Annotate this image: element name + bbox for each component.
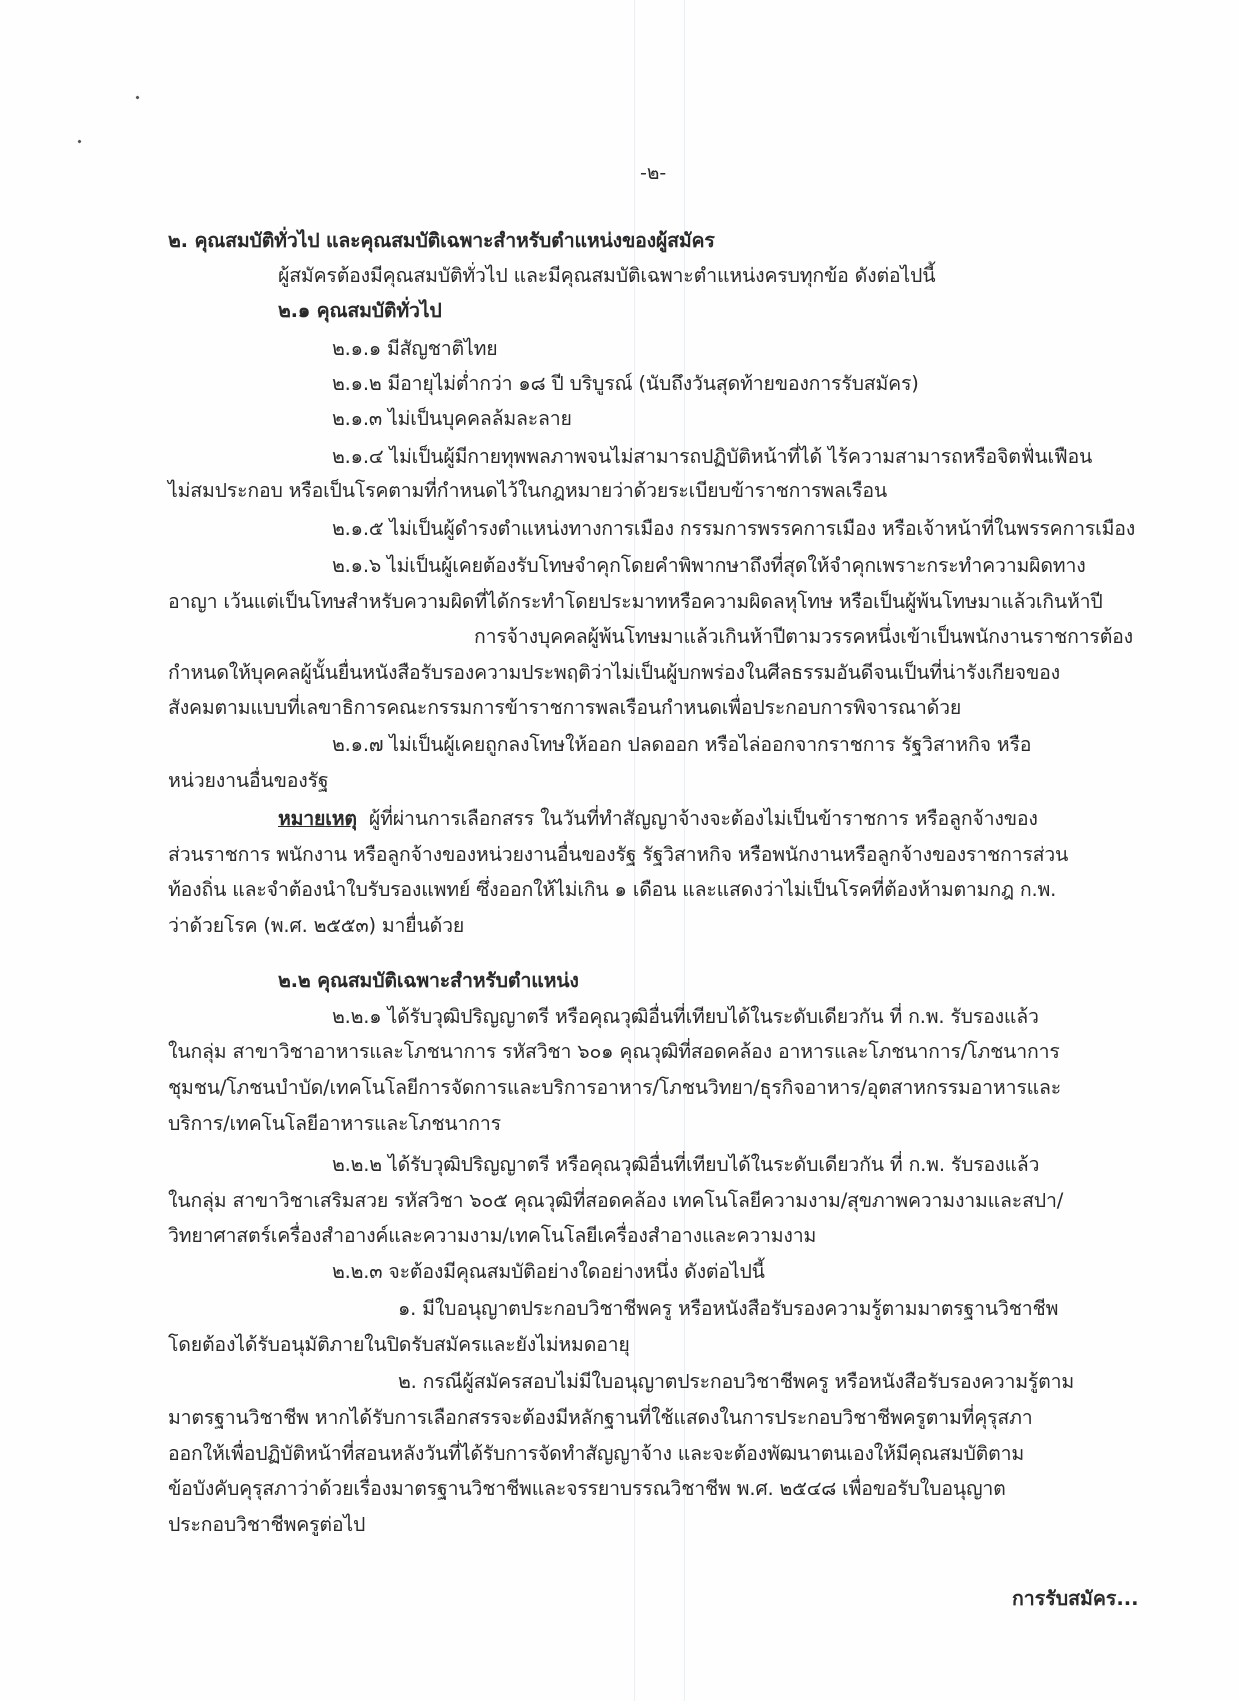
specific-item-2-2-1: ๒.๒.๑ ได้รับวุฒิปริญญาตรี หรือคุณวุฒิอื่นที่เทียบได้ในระดับเดียวกัน ที่ ก.พ. รับรองแล้ว bbox=[332, 1005, 1039, 1028]
note-text-cont: ว่าด้วยโรค (พ.ศ. ๒๕๕๓) มายื่นด้วย bbox=[168, 914, 465, 937]
general-item-2-1-4: ๒.๑.๔ ไม่เป็นผู้มีกายทุพพลภาพจนไม่สามารถปฏิบัติหน้าที่ได้ ไร้ความสามารถหรือจิตฟั่นเฟือน bbox=[332, 445, 1093, 468]
note-text-cont: ท้องถิ่น และจำต้องนำใบรับรองแพทย์ ซึ่งออกให้ไม่เกิน ๑ เดือน และแสดงว่าไม่เป็นโรคที่ต้องห้ามตามกฎ ก.พ. bbox=[168, 878, 1057, 901]
general-item-2-1-6-cont: อาญา เว้นแต่เป็นโทษสำหรับความผิดที่ได้กระทำโดยประมาทหรือความผิดลหุโทษ หรือเป็นผู้พ้นโทษมาแล้วเกินห้าปี bbox=[168, 590, 1103, 613]
continuation-marker: การรับสมัคร... bbox=[1012, 1587, 1139, 1610]
page-number: -๒- bbox=[640, 162, 667, 184]
general-item-2-1-4-cont: ไม่สมประกอบ หรือเป็นโรคตามที่กำหนดไว้ในกฎหมายว่าด้วยระเบียบข้าราชการพลเรือน bbox=[168, 479, 888, 502]
section-heading: ๒. คุณสมบัติทั่วไป และคุณสมบัติเฉพาะสำหรับตำแหน่งของผู้สมัคร bbox=[168, 229, 715, 252]
general-item-2-1-7: ๒.๑.๗ ไม่เป็นผู้เคยถูกลงโทษให้ออก ปลดออก หรือไล่ออกจากราชการ รัฐวิสาหกิจ หรือ bbox=[332, 733, 1032, 756]
note-text-cont: ส่วนราชการ พนักงาน หรือลูกจ้างของหน่วยงานอื่นของรัฐ รัฐวิสาหกิจ หรือพนักงานหรือลูกจ้างของราชการส่วน bbox=[168, 843, 1069, 866]
general-item-2-1-5: ๒.๑.๕ ไม่เป็นผู้ดำรงตำแหน่งทางการเมือง กรรมการพรรคการเมือง หรือเจ้าหน้าที่ในพรรคการเมือง bbox=[332, 517, 1136, 540]
subsection-heading-specific: ๒.๒ คุณสมบัติเฉพาะสำหรับตำแหน่ง bbox=[278, 969, 579, 992]
option-1-cont: โดยต้องได้รับอนุมัติภายในปิดรับสมัครและยังไม่หมดอายุ bbox=[168, 1333, 630, 1356]
general-item-2-1-1: ๒.๑.๑ มีสัญชาติไทย bbox=[332, 337, 498, 360]
specific-item-2-2-2: ๒.๒.๒ ได้รับวุฒิปริญญาตรี หรือคุณวุฒิอื่นที่เทียบได้ในระดับเดียวกัน ที่ ก.พ. รับรองแล้ว bbox=[332, 1153, 1040, 1176]
option-2-cont: ออกให้เพื่อปฏิบัติหน้าที่สอนหลังวันที่ได้รับการจัดทำสัญญาจ้าง และจะต้องพัฒนาตนเองให้มีคุณสมบัติตาม bbox=[168, 1442, 1025, 1465]
option-2-cont: ข้อบังคับคุรุสภาว่าด้วยเรื่องมาตรฐานวิชาชีพและจรรยาบรรณวิชาชีพ พ.ศ. ๒๕๔๘ เพื่อขอรับใบอนุญาต bbox=[168, 1477, 1006, 1500]
specific-item-2-2-1-cont: บริการ/เทคโนโลยีอาหารและโภชนาการ bbox=[168, 1112, 501, 1135]
scan-speck bbox=[77, 139, 81, 143]
option-2-cont: ประกอบวิชาชีพครูต่อไป bbox=[168, 1513, 366, 1536]
note-label: หมายเหตุ bbox=[278, 807, 357, 830]
option-1: ๑. มีใบอนุญาตประกอบวิชาชีพครู หรือหนังสือรับรองความรู้ตามมาตรฐานวิชาชีพ bbox=[398, 1297, 1059, 1320]
general-item-2-1-7-cont: หน่วยงานอื่นของรัฐ bbox=[168, 769, 329, 792]
section-intro: ผู้สมัครต้องมีคุณสมบัติทั่วไป และมีคุณสมบัติเฉพาะตำแหน่งครบทุกข้อ ดังต่อไปนี้ bbox=[278, 264, 936, 287]
specific-item-2-2-2-cont: ในกลุ่ม สาขาวิชาเสริมสวย รหัสวิชา ๖๐๕ คุณวุฒิที่สอดคล้อง เทคโนโลยีความงาม/สุขภาพความงามและสปา/ bbox=[168, 1189, 1064, 1212]
general-item-2-1-6: ๒.๑.๖ ไม่เป็นผู้เคยต้องรับโทษจำคุกโดยคำพิพากษาถึงที่สุดให้จำคุกเพราะกระทำความผิดทาง bbox=[332, 554, 1086, 577]
general-item-2-1-6-cont: สังคมตามแบบที่เลขาธิการคณะกรรมการข้าราชการพลเรือนกำหนดเพื่อประกอบการพิจารณาด้วย bbox=[168, 696, 962, 719]
general-item-2-1-3: ๒.๑.๓ ไม่เป็นบุคคลล้มละลาย bbox=[332, 407, 572, 430]
specific-item-2-2-1-cont: ในกลุ่ม สาขาวิชาอาหารและโภชนาการ รหัสวิชา ๖๐๑ คุณวุฒิที่สอดคล้อง อาหารและโภชนาการ/โภชนาการ bbox=[168, 1040, 1060, 1063]
specific-item-2-2-3: ๒.๒.๓ จะต้องมีคุณสมบัติอย่างใดอย่างหนึ่ง ดังต่อไปนี้ bbox=[332, 1260, 765, 1283]
note-paragraph bbox=[278, 805, 1038, 833]
option-2-cont: มาตรฐานวิชาชีพ หากได้รับการเลือกสรรจะต้องมีหลักฐานที่ใช้แสดงในการประกอบวิชาชีพครูตามที่คุรุสภา bbox=[168, 1406, 1033, 1429]
specific-item-2-2-1-cont: ชุมชน/โภชนบำบัด/เทคโนโลยีการจัดการและบริการอาหาร/โภชนวิทยา/ธุรกิจอาหาร/อุตสาหกรรมอาหารและ bbox=[168, 1076, 1061, 1099]
option-2: ๒. กรณีผู้สมัครสอบไม่มีใบอนุญาตประกอบวิชาชีพครู หรือหนังสือรับรองความรู้ตาม bbox=[398, 1370, 1075, 1393]
general-item-2-1-2: ๒.๑.๒ มีอายุไม่ต่ำกว่า ๑๘ ปี บริบูรณ์ (นับถึงวันสุดท้ายของการรับสมัคร) bbox=[332, 372, 919, 395]
subsection-heading-general: ๒.๑ คุณสมบัติทั่วไป bbox=[278, 299, 442, 322]
specific-item-2-2-2-cont: วิทยาศาสตร์เครื่องสำอางค์และความงาม/เทคโนโลยีเครื่องสำอางและความงาม bbox=[168, 1224, 817, 1247]
general-item-2-1-6-cont: กำหนดให้บุคคลผู้นั้นยื่นหนังสือรับรองความประพฤติว่าไม่เป็นผู้บกพร่องในศีลธรรมอันดีจนเป็นที่น่ารังเกียจของ bbox=[168, 661, 1060, 684]
note-text: ผู้ที่ผ่านการเลือกสรร ในวันที่ทำสัญญาจ้างจะต้องไม่เป็นข้าราชการ หรือลูกจ้างของ bbox=[368, 807, 1038, 830]
general-item-2-1-6-cont: การจ้างบุคคลผู้พ้นโทษมาแล้วเกินห้าปีตามวรรคหนึ่งเข้าเป็นพนักงานราชการต้อง bbox=[474, 625, 1133, 648]
scan-speck bbox=[135, 95, 139, 99]
